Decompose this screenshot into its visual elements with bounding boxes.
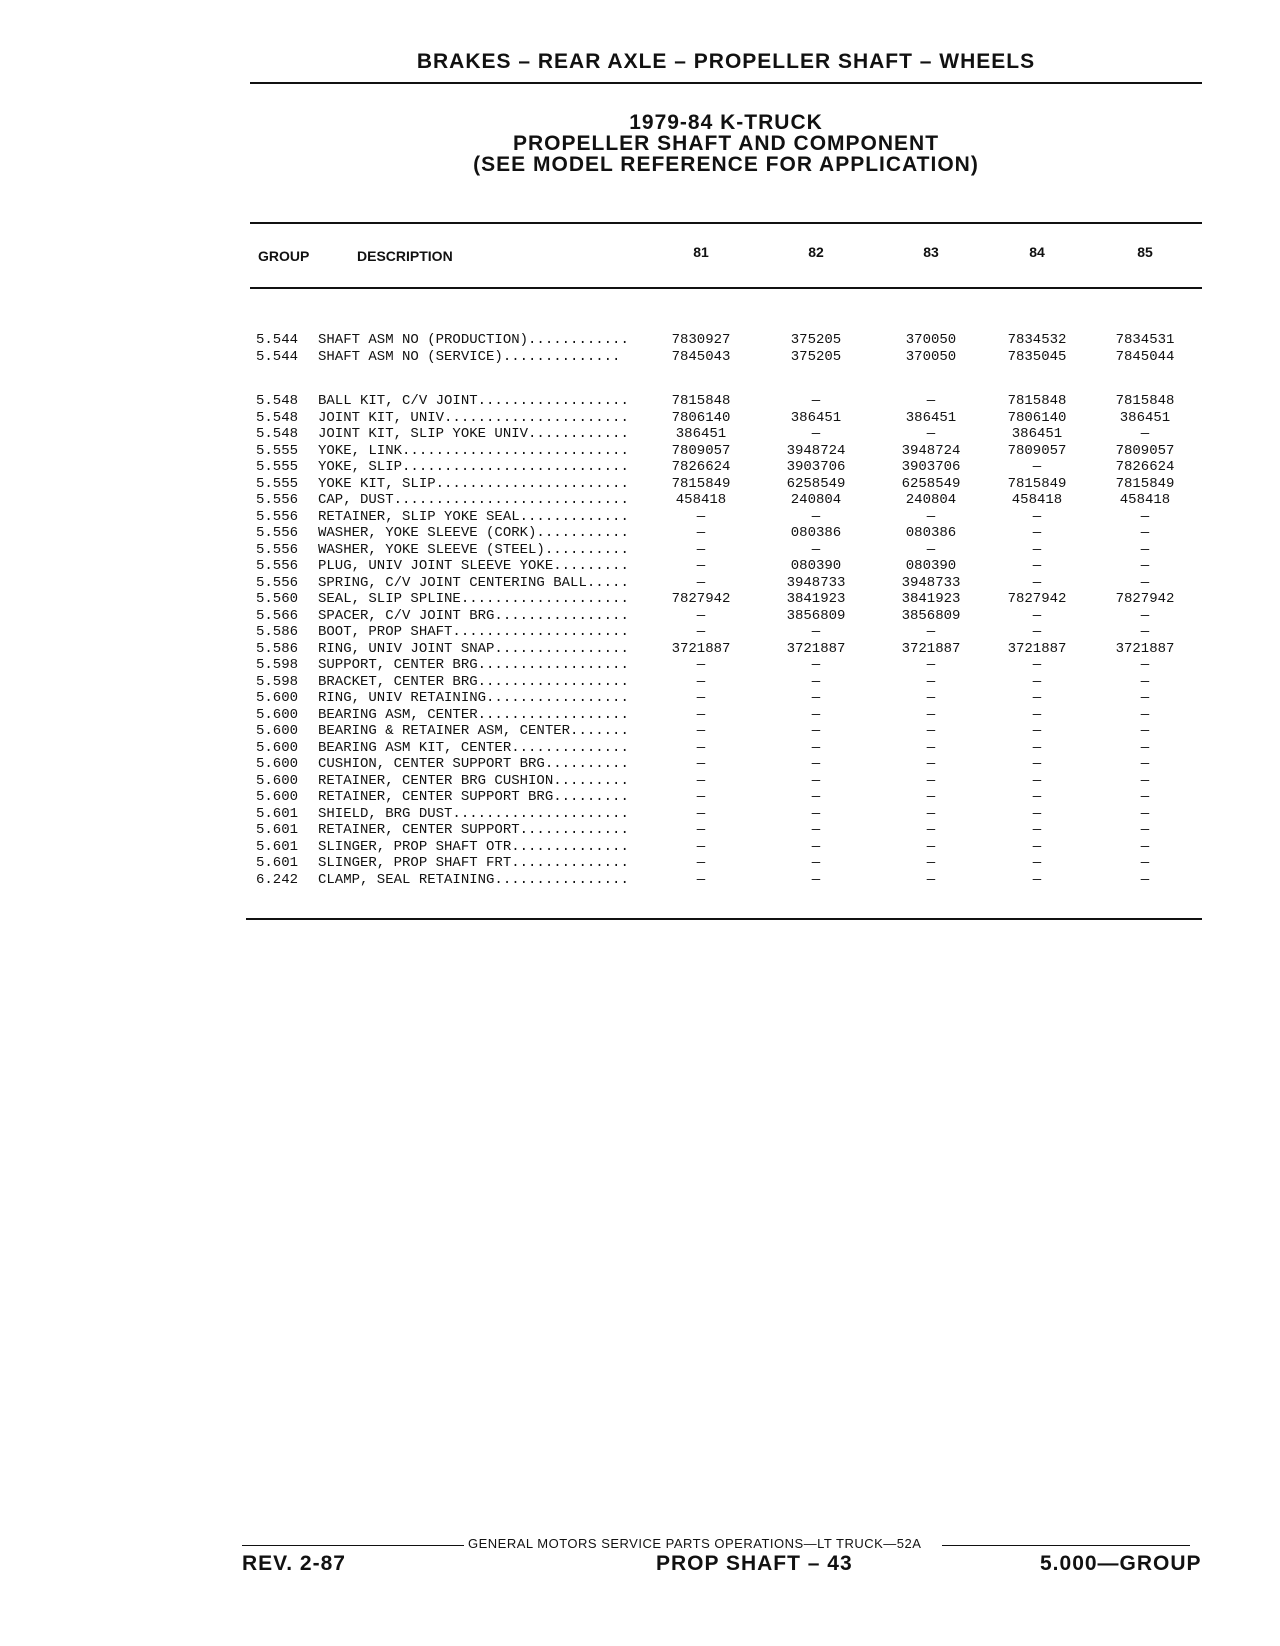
part-number-82: 3948724 xyxy=(786,442,846,459)
group-number: 5.601 xyxy=(256,822,299,838)
part-number-84: — xyxy=(1032,871,1042,888)
part-number-82: 3903706 xyxy=(786,459,846,475)
part-number-84: — xyxy=(1032,822,1042,838)
part-number-83: 3948724 xyxy=(901,442,961,459)
part-number-85: 7845044 xyxy=(1115,348,1175,365)
group-number: 5.600 xyxy=(256,706,299,723)
part-number-81: 7827942 xyxy=(671,591,731,607)
part-number-83: 370050 xyxy=(905,348,957,365)
part-number-81: — xyxy=(696,822,706,838)
part-description: RETAINER, CENTER SUPPORT............. xyxy=(318,822,629,838)
part-number-81: — xyxy=(696,838,706,855)
part-number-81: — xyxy=(696,871,706,888)
part-number-81: — xyxy=(696,624,706,640)
part-number-85: 7834531 xyxy=(1115,332,1175,348)
header-rule xyxy=(250,82,1202,84)
page-label: PROP SHAFT – 43 xyxy=(656,1552,853,1575)
part-number-85: 7815849 xyxy=(1115,475,1175,492)
part-number-81: 7830927 xyxy=(671,332,731,348)
part-number-83: 386451 xyxy=(905,409,957,426)
part-number-84: — xyxy=(1032,673,1042,690)
part-description: WASHER, YOKE SLEEVE (STEEL).......... xyxy=(318,541,629,558)
part-number-83: 6258549 xyxy=(901,475,961,492)
part-number-85: — xyxy=(1140,607,1150,624)
part-number-82: 240804 xyxy=(790,492,842,508)
group-number: 5.556 xyxy=(256,508,299,525)
part-number-84: — xyxy=(1032,459,1042,475)
part-number-84: 7809057 xyxy=(1007,442,1067,459)
part-number-82: — xyxy=(811,706,821,723)
part-number-85: — xyxy=(1140,657,1150,673)
part-description: YOKE, LINK........................... xyxy=(318,442,629,459)
column-header-84: 84 xyxy=(1029,244,1045,260)
part-number-84: — xyxy=(1032,838,1042,855)
part-number-84: 7806140 xyxy=(1007,409,1067,426)
part-number-82: — xyxy=(811,838,821,855)
group-number: 5.560 xyxy=(256,591,299,607)
part-description: BALL KIT, C/V JOINT.................. xyxy=(318,393,629,409)
group-number: 5.548 xyxy=(256,409,299,426)
group-number: 5.548 xyxy=(256,393,299,409)
part-description: SUPPORT, CENTER BRG.................. xyxy=(318,657,629,673)
part-number-82: 3841923 xyxy=(786,591,846,607)
part-number-84: — xyxy=(1032,607,1042,624)
part-number-83: — xyxy=(926,673,936,690)
part-number-81: — xyxy=(696,805,706,822)
part-number-82: — xyxy=(811,805,821,822)
part-number-82: 080386 xyxy=(790,525,842,541)
part-number-85: — xyxy=(1140,855,1150,871)
part-description: CLAMP, SEAL RETAINING................ xyxy=(318,871,629,888)
part-number-83: — xyxy=(926,756,936,772)
part-number-85: — xyxy=(1140,723,1150,739)
part-number-85: 7815848 xyxy=(1115,393,1175,409)
part-description: BEARING & RETAINER ASM, CENTER....... xyxy=(318,723,629,739)
part-number-83: 080386 xyxy=(905,525,957,541)
part-number-83: — xyxy=(926,739,936,756)
part-description: RETAINER, CENTER BRG CUSHION......... xyxy=(318,772,629,789)
part-description: BOOT, PROP SHAFT..................... xyxy=(318,624,629,640)
part-number-85: — xyxy=(1140,756,1150,772)
part-number-83: 370050 xyxy=(905,332,957,348)
part-number-85: — xyxy=(1140,805,1150,822)
part-number-83: 3903706 xyxy=(901,459,961,475)
group-number: 5.556 xyxy=(256,574,299,591)
part-number-85: — xyxy=(1140,558,1150,574)
part-number-83: — xyxy=(926,690,936,706)
part-number-81: — xyxy=(696,706,706,723)
part-number-84: — xyxy=(1032,624,1042,640)
part-number-82: — xyxy=(811,772,821,789)
part-number-81: — xyxy=(696,657,706,673)
part-description: CAP, DUST............................ xyxy=(318,492,629,508)
title-line-2: PROPELLER SHAFT AND COMPONENT xyxy=(512,132,940,155)
group-number: 5.600 xyxy=(256,690,299,706)
part-description: SPACER, C/V JOINT BRG................ xyxy=(318,607,629,624)
column-header-81: 81 xyxy=(693,244,709,260)
part-number-81: 7815848 xyxy=(671,393,731,409)
group-number: 5.586 xyxy=(256,624,299,640)
part-description: SHAFT ASM NO (PRODUCTION)............ xyxy=(318,332,629,348)
group-number: 5.566 xyxy=(256,607,299,624)
page-header: BRAKES – REAR AXLE – PROPELLER SHAFT – WHEELS xyxy=(416,50,1036,73)
part-number-82: — xyxy=(811,673,821,690)
part-number-82: 3721887 xyxy=(786,640,846,657)
part-number-82: — xyxy=(811,657,821,673)
part-description: SHIELD, BRG DUST..................... xyxy=(318,805,629,822)
part-number-83: — xyxy=(926,508,936,525)
part-number-85: — xyxy=(1140,772,1150,789)
part-number-81: — xyxy=(696,855,706,871)
part-description: WASHER, YOKE SLEEVE (CORK)........... xyxy=(318,525,629,541)
part-number-85: — xyxy=(1140,739,1150,756)
part-number-84: — xyxy=(1032,723,1042,739)
footer-publisher: GENERAL MOTORS SERVICE PARTS OPERATIONS—LT TRUCK—52A xyxy=(464,1536,925,1551)
part-description: RING, UNIV JOINT SNAP................ xyxy=(318,640,629,657)
table-bottom-rule xyxy=(246,918,1202,920)
part-number-83: 240804 xyxy=(905,492,957,508)
part-number-85: — xyxy=(1140,624,1150,640)
part-number-83: — xyxy=(926,393,936,409)
part-number-85: 7809057 xyxy=(1115,442,1175,459)
column-header-83: 83 xyxy=(923,244,939,260)
group-number: 5.600 xyxy=(256,789,299,805)
part-number-83: 3948733 xyxy=(901,574,961,591)
part-number-84: 7815849 xyxy=(1007,475,1067,492)
part-description: JOINT KIT, UNIV...................... xyxy=(318,409,629,426)
part-number-84: 7835045 xyxy=(1007,348,1067,365)
group-number: 5.600 xyxy=(256,723,299,739)
part-number-82: 375205 xyxy=(790,348,842,365)
part-number-82: — xyxy=(811,541,821,558)
part-number-83: — xyxy=(926,624,936,640)
part-number-82: — xyxy=(811,822,821,838)
group-number: 5.598 xyxy=(256,673,299,690)
part-number-83: — xyxy=(926,855,936,871)
part-number-81: — xyxy=(696,772,706,789)
part-number-82: — xyxy=(811,756,821,772)
part-number-84: 3721887 xyxy=(1007,640,1067,657)
part-number-84: — xyxy=(1032,508,1042,525)
part-number-82: — xyxy=(811,855,821,871)
part-number-82: — xyxy=(811,789,821,805)
group-number: 5.598 xyxy=(256,657,299,673)
part-number-84: — xyxy=(1032,789,1042,805)
part-number-81: 7806140 xyxy=(671,409,731,426)
part-number-82: — xyxy=(811,739,821,756)
group-number: 5.544 xyxy=(256,332,299,348)
part-number-82: — xyxy=(811,426,821,442)
part-description: SLINGER, PROP SHAFT OTR.............. xyxy=(318,838,629,855)
group-label: 5.000—GROUP xyxy=(1040,1552,1202,1575)
part-number-81: 7815849 xyxy=(671,475,731,492)
part-number-83: — xyxy=(926,789,936,805)
part-number-81: — xyxy=(696,541,706,558)
group-number: 5.601 xyxy=(256,805,299,822)
part-number-85: — xyxy=(1140,673,1150,690)
part-number-84: — xyxy=(1032,690,1042,706)
part-number-84: — xyxy=(1032,657,1042,673)
part-number-83: — xyxy=(926,426,936,442)
part-number-85: — xyxy=(1140,822,1150,838)
part-number-83: — xyxy=(926,772,936,789)
part-number-82: — xyxy=(811,393,821,409)
part-number-82: 375205 xyxy=(790,332,842,348)
part-description: RING, UNIV RETAINING................. xyxy=(318,690,629,706)
part-number-83: — xyxy=(926,838,936,855)
column-header-group: GROUP xyxy=(258,248,310,264)
part-number-84: — xyxy=(1032,805,1042,822)
part-number-84: — xyxy=(1032,706,1042,723)
part-number-81: — xyxy=(696,690,706,706)
part-description: PLUG, UNIV JOINT SLEEVE YOKE......... xyxy=(318,558,629,574)
part-number-84: — xyxy=(1032,525,1042,541)
part-number-85: 7827942 xyxy=(1115,591,1175,607)
column-header-85: 85 xyxy=(1137,244,1153,260)
part-number-82: 6258549 xyxy=(786,475,846,492)
part-number-81: — xyxy=(696,607,706,624)
group-number: 5.555 xyxy=(256,459,299,475)
part-number-82: — xyxy=(811,723,821,739)
part-description: YOKE, SLIP........................... xyxy=(318,459,629,475)
group-number: 5.600 xyxy=(256,756,299,772)
part-number-85: 386451 xyxy=(1119,409,1171,426)
footer-rule-left xyxy=(242,1545,472,1546)
part-number-85: — xyxy=(1140,426,1150,442)
part-number-84: — xyxy=(1032,756,1042,772)
title-line-1: 1979-84 K-TRUCK xyxy=(629,111,823,134)
part-description: BRACKET, CENTER BRG.................. xyxy=(318,673,629,690)
group-number: 6.242 xyxy=(256,871,299,888)
part-number-83: — xyxy=(926,706,936,723)
part-number-81: — xyxy=(696,739,706,756)
part-number-84: 7827942 xyxy=(1007,591,1067,607)
part-number-84: — xyxy=(1032,558,1042,574)
part-number-81: 458418 xyxy=(675,492,727,508)
group-number: 5.556 xyxy=(256,525,299,541)
title-line-3: (SEE MODEL REFERENCE FOR APPLICATION) xyxy=(473,153,979,176)
part-description: BEARING ASM, CENTER.................. xyxy=(318,706,629,723)
part-number-85: 3721887 xyxy=(1115,640,1175,657)
part-description: RETAINER, SLIP YOKE SEAL............. xyxy=(318,508,629,525)
part-number-81: 386451 xyxy=(675,426,727,442)
part-number-83: 3721887 xyxy=(901,640,961,657)
part-number-81: — xyxy=(696,756,706,772)
group-number: 5.601 xyxy=(256,855,299,871)
part-number-81: — xyxy=(696,558,706,574)
group-number: 5.600 xyxy=(256,739,299,756)
part-number-85: — xyxy=(1140,789,1150,805)
part-description: RETAINER, CENTER SUPPORT BRG......... xyxy=(318,789,629,805)
part-number-84: — xyxy=(1032,855,1042,871)
group-number: 5.600 xyxy=(256,772,299,789)
part-description: JOINT KIT, SLIP YOKE UNIV............ xyxy=(318,426,629,442)
part-number-81: — xyxy=(696,673,706,690)
part-description: SPRING, C/V JOINT CENTERING BALL..... xyxy=(318,574,629,591)
footer-rule-right xyxy=(942,1545,1190,1546)
group-number: 5.555 xyxy=(256,442,299,459)
table-header-rule xyxy=(250,287,1202,289)
part-number-82: 386451 xyxy=(790,409,842,426)
part-number-81: 3721887 xyxy=(671,640,731,657)
part-number-84: 386451 xyxy=(1011,426,1063,442)
part-number-84: — xyxy=(1032,739,1042,756)
group-number: 5.556 xyxy=(256,541,299,558)
part-number-82: — xyxy=(811,871,821,888)
part-number-85: 7826624 xyxy=(1115,459,1175,475)
part-number-81: — xyxy=(696,723,706,739)
group-number: 5.556 xyxy=(256,558,299,574)
part-number-85: — xyxy=(1140,574,1150,591)
part-number-84: 7815848 xyxy=(1007,393,1067,409)
part-number-84: 458418 xyxy=(1011,492,1063,508)
section-title xyxy=(250,112,1202,175)
part-number-85: — xyxy=(1140,706,1150,723)
part-number-81: — xyxy=(696,525,706,541)
part-description: SHAFT ASM NO (SERVICE).............. xyxy=(318,348,621,365)
part-description: YOKE KIT, SLIP....................... xyxy=(318,475,629,492)
group-number: 5.586 xyxy=(256,640,299,657)
part-number-83: — xyxy=(926,805,936,822)
part-number-83: — xyxy=(926,871,936,888)
part-description: SEAL, SLIP SPLINE.................... xyxy=(318,591,629,607)
part-number-85: 458418 xyxy=(1119,492,1171,508)
group-number: 5.556 xyxy=(256,492,299,508)
part-number-83: — xyxy=(926,723,936,739)
part-number-81: 7809057 xyxy=(671,442,731,459)
part-number-82: 080390 xyxy=(790,558,842,574)
part-number-83: — xyxy=(926,822,936,838)
part-number-82: — xyxy=(811,690,821,706)
column-header-82: 82 xyxy=(808,244,824,260)
part-number-84: — xyxy=(1032,772,1042,789)
part-number-85: — xyxy=(1140,838,1150,855)
part-description: CUSHION, CENTER SUPPORT BRG.......... xyxy=(318,756,629,772)
part-number-85: — xyxy=(1140,525,1150,541)
revision-label: REV. 2-87 xyxy=(242,1552,346,1575)
part-number-81: — xyxy=(696,789,706,805)
part-number-83: 3841923 xyxy=(901,591,961,607)
part-number-85: — xyxy=(1140,541,1150,558)
part-number-81: 7845043 xyxy=(671,348,731,365)
part-description: SLINGER, PROP SHAFT FRT.............. xyxy=(318,855,629,871)
part-number-82: — xyxy=(811,624,821,640)
part-number-84: — xyxy=(1032,574,1042,591)
part-description: BEARING ASM KIT, CENTER.............. xyxy=(318,739,629,756)
part-number-85: — xyxy=(1140,871,1150,888)
group-number: 5.548 xyxy=(256,426,299,442)
part-number-84: — xyxy=(1032,541,1042,558)
group-number: 5.601 xyxy=(256,838,299,855)
group-number: 5.544 xyxy=(256,348,299,365)
column-header-description: DESCRIPTION xyxy=(357,248,453,264)
part-number-83: 080390 xyxy=(905,558,957,574)
part-number-82: 3948733 xyxy=(786,574,846,591)
part-number-81: 7826624 xyxy=(671,459,731,475)
part-number-82: 3856809 xyxy=(786,607,846,624)
part-number-82: — xyxy=(811,508,821,525)
group-number: 5.555 xyxy=(256,475,299,492)
part-number-81: — xyxy=(696,574,706,591)
part-number-83: 3856809 xyxy=(901,607,961,624)
part-number-81: — xyxy=(696,508,706,525)
part-number-85: — xyxy=(1140,690,1150,706)
part-number-84: 7834532 xyxy=(1007,332,1067,348)
part-number-83: — xyxy=(926,541,936,558)
table-top-rule xyxy=(250,222,1202,224)
part-number-85: — xyxy=(1140,508,1150,525)
part-number-83: — xyxy=(926,657,936,673)
